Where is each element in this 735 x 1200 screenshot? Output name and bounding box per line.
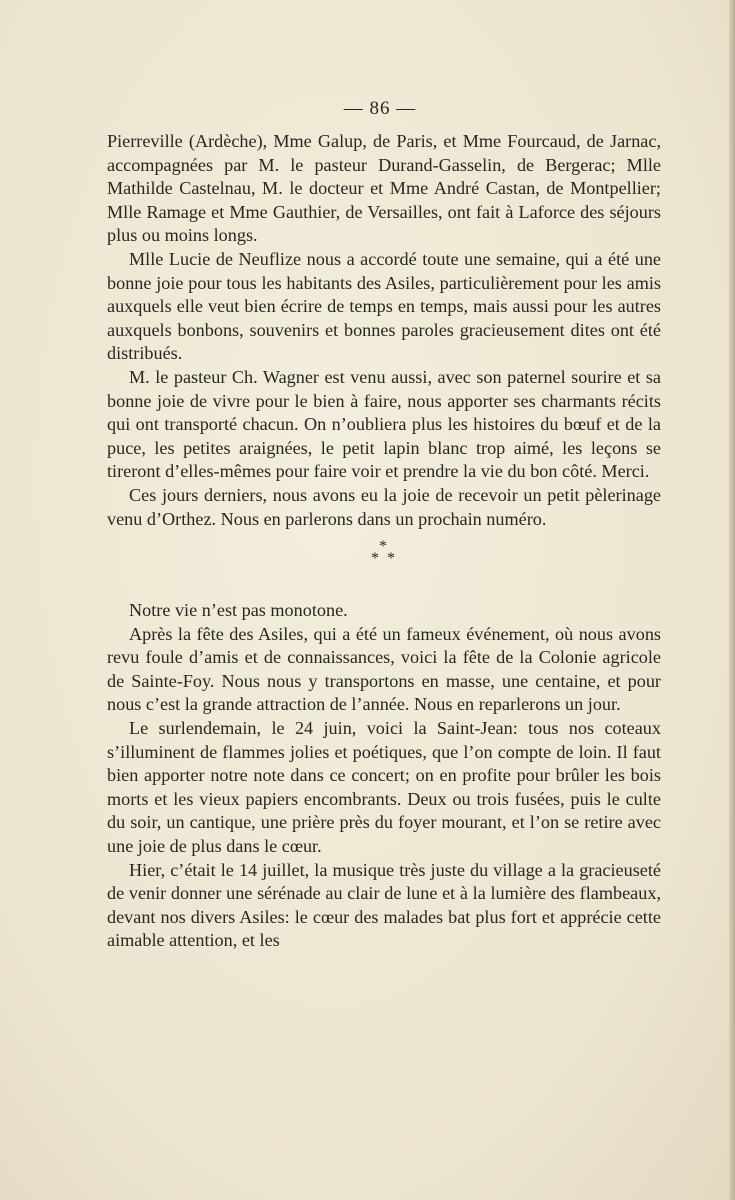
article-body	[107, 130, 661, 953]
paragraph: Mlle Lucie de Neuflize nous a accordé toute une semaine, qui a été une bonne joie pour tous les habitants des Asiles, particulièrement pour les amis auxquels elle veut bien écrire de temps en temps, mais aussi pour les autres auxquels bonbons, souvenirs et bonnes paroles gracieusement dites ont été distribués.	[107, 248, 661, 364]
paragraph: Notre vie n’est pas monotone.	[129, 600, 348, 621]
paragraph: Le surlendemain, le 24 juin, voici la Saint-Jean: tous nos coteaux s’illuminent de flammes jolies et poétiques, que l’on compte de loin. Il faut bien apporter notre note dans ce concert; on en profite pour brûler les bois morts et les vieux papiers encombrants. Deux ou trois fusées, puis le culte du soir, un cantique, une prière près du foyer mourant, et l’on se retire avec une joie de plus dans le cœur.	[107, 718, 661, 857]
paragraph: Pierreville (Ardèche), Mme Galup, de Paris, et Mme Fourcaud, de Jarnac, accompagnées par M. le pasteur Durand-Gasselin, de Bergerac; Mlle Mathilde Castelnau, M. le docteur et Mme André Castan, de Montpellier; Mlle Ramage et Mme Gauthier, de Versailles, ont fait à Laforce des séjours plus ou moins longs.	[107, 131, 661, 246]
paragraph: Ces jours derniers, nous avons eu la joie de recevoir un petit pèlerinage venu d’Orthez. Nous en parlerons dans un prochain numéro.	[107, 484, 661, 529]
page-edge	[729, 0, 735, 1200]
paragraph: Hier, c’était le 14 juillet, la musique très juste du village a la gracieuseté de venir donner une sérénade au clair de lune et à la lumière des flambeaux, devant nos divers Asiles: le cœur des malades bat plus fort et apprécie cette aimable attention, et les	[107, 859, 661, 951]
section-separator	[107, 538, 661, 568]
separator-stars-bottom: * *	[371, 550, 397, 568]
separator-star-top: *	[379, 538, 389, 556]
page-number: — 86 —	[343, 98, 417, 119]
paragraph: M. le pasteur Ch. Wagner est venu aussi, avec son paternel sourire et sa bonne joie de vivre pour le bien à faire, nous apporter ses charmants récits qui ont transporté chacun. On n’oubliera plus les histoires du bœuf et de la puce, les petites araignées, le petit lapin blanc trop aimé, les leçons se tireront d’elles-mêmes pour faire voir et prendre la vie du bon côté. Merci.	[107, 366, 661, 482]
paragraph: Après la fête des Asiles, qui a été un fameux événement, où nous avons revu foule d’amis et de connaissances, voici la fête de la Colonie agricole de Sainte-Foy. Nous nous y transportons en masse, une centaine, et pour nous c’est la grande attraction de l’année. Nous en reparlerons un jour.	[107, 623, 661, 715]
